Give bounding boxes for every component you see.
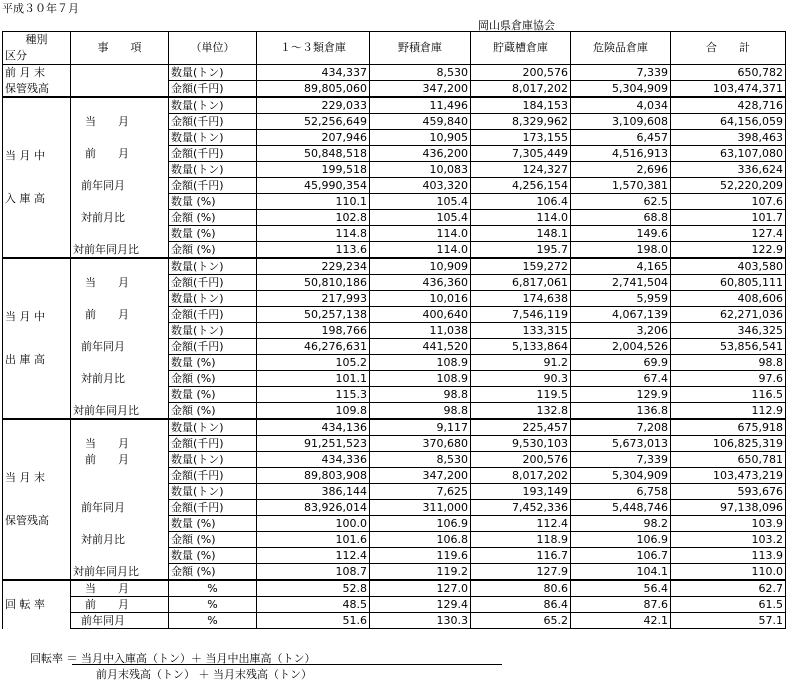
row-label-prev-month: 前 月	[71, 452, 169, 468]
row-label-this-month: 当 月	[71, 580, 169, 597]
cell: 97,138,096	[671, 500, 786, 516]
cell: 347,200	[370, 81, 471, 98]
cell: 62,271,036	[671, 307, 786, 323]
out-prev-qty-row	[3, 291, 786, 307]
end-label-1: 当 月 末	[5, 471, 45, 484]
cell: 428,716	[671, 97, 786, 114]
out-pm-qty-row	[3, 355, 786, 371]
unit-label: 金額 (%)	[169, 564, 257, 581]
unit-label: 数量(トン)	[169, 452, 257, 468]
row-label-this-month: 当 月	[71, 114, 169, 130]
cell: 400,640	[370, 307, 471, 323]
cell: 130.3	[370, 613, 471, 629]
cell: 132.8	[471, 403, 571, 420]
in-prev-qty-row	[3, 130, 786, 146]
cell: 3,206	[571, 323, 671, 339]
cell: 2,004,526	[571, 339, 671, 355]
unit-label: %	[169, 580, 257, 597]
out-this-amt-row	[3, 275, 786, 291]
cell: 434,136	[257, 419, 370, 436]
unit-label: 数量 (%)	[169, 516, 257, 532]
cell: 5,959	[571, 291, 671, 307]
unit-label: 数量(トン)	[169, 323, 257, 339]
cell: 434,336	[257, 452, 370, 468]
unit-label: 数量(トン)	[169, 419, 257, 436]
cell: 174,638	[471, 291, 571, 307]
unit-label: 数量 (%)	[169, 548, 257, 564]
cell: 48.5	[257, 597, 370, 613]
cell: 336,624	[671, 162, 786, 178]
cell: 103,474,371	[671, 81, 786, 98]
cell: 50,848,518	[257, 146, 370, 162]
cell: 109.8	[257, 403, 370, 420]
unit-label: 金額(千円)	[169, 339, 257, 355]
cell: 46,276,631	[257, 339, 370, 355]
cell: 7,208	[571, 419, 671, 436]
cell: 8,017,202	[471, 81, 571, 98]
cell: 10,905	[370, 130, 471, 146]
row-label-prev-month: 前 月	[71, 146, 169, 162]
cell: 184,153	[471, 97, 571, 114]
cell: 8,530	[370, 65, 471, 81]
cell: 63,107,080	[671, 146, 786, 162]
cell: 198,766	[257, 323, 370, 339]
cell: 6,817,061	[471, 275, 571, 291]
header-row-top	[3, 32, 786, 49]
turnover-section-label	[3, 580, 71, 629]
cell: 311,000	[370, 500, 471, 516]
unit-label: 数量 (%)	[169, 387, 257, 403]
cell: 86.4	[471, 597, 571, 613]
end-pm-amt-row	[3, 532, 786, 548]
cell: 101.1	[257, 371, 370, 387]
unit-label: 金額 (%)	[169, 532, 257, 548]
kind-header: 種別	[3, 32, 71, 49]
row-label-prev-month: 前 月	[71, 597, 169, 613]
cell: 114.0	[370, 242, 471, 259]
cell: 136.8	[571, 403, 671, 420]
cell: 98.8	[370, 403, 471, 420]
cell: 459,840	[370, 114, 471, 130]
division-header: 区分	[3, 48, 71, 65]
unit-label: 金額 (%)	[169, 403, 257, 420]
cell: 6,457	[571, 130, 671, 146]
cell: 4,516,913	[571, 146, 671, 162]
row-label-vs-prev-month: 対前月比	[71, 210, 169, 226]
unit-label: 金額(千円)	[169, 146, 257, 162]
cell: 112.4	[471, 516, 571, 532]
cell: 650,782	[671, 65, 786, 81]
cell: 1,570,381	[571, 178, 671, 194]
cell: 116.5	[671, 387, 786, 403]
cell: 80.6	[471, 580, 571, 597]
cell: 91.2	[471, 355, 571, 371]
cell: 441,520	[370, 339, 471, 355]
unit-label: 金額(千円)	[169, 307, 257, 323]
cell: 650,781	[671, 452, 786, 468]
cell: 114.8	[257, 226, 370, 242]
col-header-total: 合 計	[671, 32, 786, 65]
cell: 119.2	[370, 564, 471, 581]
cell: 51.6	[257, 613, 370, 629]
cell: 10,083	[370, 162, 471, 178]
cell: 386,144	[257, 484, 370, 500]
cell: 98.8	[370, 387, 471, 403]
out-mid-label: 当 月 中	[5, 310, 45, 323]
cell: 370,680	[370, 436, 471, 452]
in-this-qty-row	[3, 97, 786, 114]
cell: 133,315	[471, 323, 571, 339]
cell: 57.1	[671, 613, 786, 629]
row-label-vs-prev-year: 対前年同月比	[71, 564, 169, 581]
cell: 225,457	[471, 419, 571, 436]
cell: 200,576	[471, 452, 571, 468]
cell: 106.8	[370, 532, 471, 548]
cell: 148.1	[471, 226, 571, 242]
end-prev-qty-row	[3, 452, 786, 468]
cell: 105.2	[257, 355, 370, 371]
in-prev-amt-row	[3, 146, 786, 162]
cell: 113.9	[671, 548, 786, 564]
cell: 116.7	[471, 548, 571, 564]
cell: 108.9	[370, 355, 471, 371]
out-year-qty-row	[3, 323, 786, 339]
turnover-prev-row	[3, 597, 786, 613]
unit-label: 数量(トン)	[169, 97, 257, 114]
cell: 90.3	[471, 371, 571, 387]
warehouse-statistics-table	[2, 31, 786, 629]
unit-label: 金額 (%)	[169, 242, 257, 259]
cell: 42.1	[571, 613, 671, 629]
in-section-label	[3, 97, 71, 258]
cell: 173,155	[471, 130, 571, 146]
row-label-prev-year: 前年同月	[71, 339, 169, 355]
in-year-amt-row	[3, 178, 786, 194]
row-label-prev-year: 前年同月	[71, 500, 169, 516]
item-header: 事 項	[71, 32, 169, 65]
prev-end-label: 前 月 末	[3, 65, 71, 81]
in-py-amt-row	[3, 242, 786, 259]
cell: 104.1	[571, 564, 671, 581]
cell: 4,256,154	[471, 178, 571, 194]
unit-label: 数量(トン)	[169, 291, 257, 307]
cell: 5,133,864	[471, 339, 571, 355]
cell: 89,805,060	[257, 81, 370, 98]
cell: 52,220,209	[671, 178, 786, 194]
col-header-class123: １～３類倉庫	[257, 32, 370, 65]
cell: 3,109,608	[571, 114, 671, 130]
cell: 2,741,504	[571, 275, 671, 291]
cell: 52.8	[257, 580, 370, 597]
row-label-prev-year: 前年同月	[71, 613, 169, 629]
cell: 129.4	[370, 597, 471, 613]
cell: 62.7	[671, 580, 786, 597]
cell: 119.5	[471, 387, 571, 403]
unit-label: 金額(千円)	[169, 178, 257, 194]
turnover-year-row	[3, 613, 786, 629]
out-py-amt-row	[3, 403, 786, 420]
cell: 108.7	[257, 564, 370, 581]
cell: 108.9	[370, 371, 471, 387]
row-label-vs-prev-year: 対前年同月比	[71, 242, 169, 259]
cell: 106.7	[571, 548, 671, 564]
unit-label: 金額(千円)	[169, 275, 257, 291]
unit-label: 数量(トン)	[169, 258, 257, 275]
cell: 106.9	[571, 532, 671, 548]
cell: 52,256,649	[257, 114, 370, 130]
out-pm-amt-row	[3, 371, 786, 387]
cell: 105.4	[370, 194, 471, 210]
cell: 159,272	[471, 258, 571, 275]
cell: 127.4	[671, 226, 786, 242]
end-label-2: 保管残高	[5, 514, 49, 527]
cell: 7,452,336	[471, 500, 571, 516]
cell: 199,518	[257, 162, 370, 178]
cell: 193,149	[471, 484, 571, 500]
cell: 124,327	[471, 162, 571, 178]
cell: 6,758	[571, 484, 671, 500]
unit-label: 金額(千円)	[169, 468, 257, 484]
unit-label: %	[169, 597, 257, 613]
cell: 434,337	[257, 65, 370, 81]
cell: 198.0	[571, 242, 671, 259]
unit-label: 数量(トン)	[169, 484, 257, 500]
formula-denominator: 前月末残高（トン） ＋ 当月末残高（トン）	[96, 668, 312, 681]
cell: 107.6	[671, 194, 786, 210]
cell: 122.9	[671, 242, 786, 259]
cell: 10,909	[370, 258, 471, 275]
cell: 346,325	[671, 323, 786, 339]
prev-end-qty-row	[3, 65, 786, 81]
unit-label: 金額 (%)	[169, 210, 257, 226]
cell: 8,329,962	[471, 114, 571, 130]
cell: 65.2	[471, 613, 571, 629]
cell: 114.0	[471, 210, 571, 226]
cell: 127.9	[471, 564, 571, 581]
cell: 112.4	[257, 548, 370, 564]
cell: 56.4	[571, 580, 671, 597]
prev-end-label-2: 保管残高	[3, 81, 71, 98]
cell: 217,993	[257, 291, 370, 307]
in-mid-label: 当 月 中	[5, 149, 45, 162]
row-label-prev-month: 前 月	[71, 307, 169, 323]
unit-label: 数量(トン)	[169, 162, 257, 178]
cell: 45,990,354	[257, 178, 370, 194]
cell: 8,017,202	[471, 468, 571, 484]
prev-end-amt-row	[3, 81, 786, 98]
cell: 69.9	[571, 355, 671, 371]
in-year-qty-row	[3, 162, 786, 178]
cell: 11,038	[370, 323, 471, 339]
cell: 110.1	[257, 194, 370, 210]
cell: 103.9	[671, 516, 786, 532]
cell: 91,251,523	[257, 436, 370, 452]
cell: 68.8	[571, 210, 671, 226]
end-this-qty-row	[3, 419, 786, 436]
cell: 118.9	[471, 532, 571, 548]
cell: 61.5	[671, 597, 786, 613]
cell: 50,810,186	[257, 275, 370, 291]
col-header-hazard: 危険品倉庫	[571, 32, 671, 65]
unit-label: 数量 (%)	[169, 194, 257, 210]
unit-label: 金額 (%)	[169, 371, 257, 387]
cell: 9,117	[370, 419, 471, 436]
row-label-this-month: 当 月	[71, 436, 169, 452]
cell: 67.4	[571, 371, 671, 387]
cell: 129.9	[571, 387, 671, 403]
cell: 7,339	[571, 452, 671, 468]
unit-label: 数量 (%)	[169, 355, 257, 371]
col-header-tank: 貯蔵槽倉庫	[471, 32, 571, 65]
cell: 89,803,908	[257, 468, 370, 484]
cell: 7,339	[571, 65, 671, 81]
unit-label: 数量(トン)	[169, 65, 257, 81]
cell: 149.6	[571, 226, 671, 242]
end-pm-qty-row	[3, 516, 786, 532]
cell: 200,576	[471, 65, 571, 81]
cell: 7,625	[370, 484, 471, 500]
in-stock-label: 入 庫 高	[5, 192, 45, 205]
cell: 207,946	[257, 130, 370, 146]
cell: 9,530,103	[471, 436, 571, 452]
cell: 87.6	[571, 597, 671, 613]
row-label-vs-prev-year: 対前年同月比	[71, 403, 169, 420]
cell: 127.0	[370, 580, 471, 597]
out-year-amt-row	[3, 339, 786, 355]
cell: 83,926,014	[257, 500, 370, 516]
cell: 106,825,319	[671, 436, 786, 452]
cell: 675,918	[671, 419, 786, 436]
cell: 103.2	[671, 532, 786, 548]
cell: 105.4	[370, 210, 471, 226]
cell: 347,200	[370, 468, 471, 484]
unit-header: （単位）	[169, 32, 257, 65]
cell: 110.0	[671, 564, 786, 581]
row-label-prev-year: 前年同月	[71, 178, 169, 194]
cell: 4,034	[571, 97, 671, 114]
cell: 436,200	[370, 146, 471, 162]
cell: 8,530	[370, 452, 471, 468]
cell: 112.9	[671, 403, 786, 420]
organization-name: 岡山県倉庫協会	[478, 19, 555, 32]
in-py-qty-row	[3, 226, 786, 242]
unit-label: 数量 (%)	[169, 226, 257, 242]
unit-label: 数量(トン)	[169, 130, 257, 146]
cell: 593,676	[671, 484, 786, 500]
report-title: 平成３０年７月	[2, 2, 79, 15]
cell: 7,546,119	[471, 307, 571, 323]
row-label-vs-prev-month: 対前月比	[71, 371, 169, 387]
cell: 100.0	[257, 516, 370, 532]
unit-label: %	[169, 613, 257, 629]
cell: 5,448,746	[571, 500, 671, 516]
cell: 101.7	[671, 210, 786, 226]
in-pm-qty-row	[3, 194, 786, 210]
cell: 115.3	[257, 387, 370, 403]
end-py-qty-row	[3, 548, 786, 564]
unit-label: 金額(千円)	[169, 114, 257, 130]
cell: 102.8	[257, 210, 370, 226]
turnover-label: 回 転 率	[5, 598, 45, 611]
cell: 436,360	[370, 275, 471, 291]
cell: 64,156,059	[671, 114, 786, 130]
cell: 53,856,541	[671, 339, 786, 355]
in-this-amt-row	[3, 114, 786, 130]
end-year-amt-row	[3, 500, 786, 516]
in-pm-amt-row	[3, 210, 786, 226]
cell: 7,305,449	[471, 146, 571, 162]
end-py-amt-row	[3, 564, 786, 581]
row-label-vs-prev-month: 対前月比	[71, 532, 169, 548]
formula-divider	[72, 664, 502, 665]
cell: 403,580	[671, 258, 786, 275]
unit-label: 金額(千円)	[169, 500, 257, 516]
cell: 229,234	[257, 258, 370, 275]
end-this-amt-row	[3, 436, 786, 452]
out-py-qty-row	[3, 387, 786, 403]
out-section-label	[3, 258, 71, 419]
cell: 11,496	[370, 97, 471, 114]
turnover-this-row	[3, 580, 786, 597]
cell: 106.4	[471, 194, 571, 210]
cell: 5,673,013	[571, 436, 671, 452]
end-section-label	[3, 419, 71, 580]
cell: 4,165	[571, 258, 671, 275]
cell: 5,304,909	[571, 468, 671, 484]
cell: 2,696	[571, 162, 671, 178]
cell: 97.6	[671, 371, 786, 387]
cell: 195.7	[471, 242, 571, 259]
cell: 398,463	[671, 130, 786, 146]
cell: 408,606	[671, 291, 786, 307]
cell: 50,257,138	[257, 307, 370, 323]
cell: 62.5	[571, 194, 671, 210]
cell: 5,304,909	[571, 81, 671, 98]
cell: 114.0	[370, 226, 471, 242]
cell: 106.9	[370, 516, 471, 532]
row-label-this-month: 当 月	[71, 275, 169, 291]
unit-label: 金額(千円)	[169, 81, 257, 98]
end-prev-amt-row	[3, 468, 786, 484]
cell: 103,473,219	[671, 468, 786, 484]
cell: 113.6	[257, 242, 370, 259]
cell: 4,067,139	[571, 307, 671, 323]
cell: 60,805,111	[671, 275, 786, 291]
cell: 229,033	[257, 97, 370, 114]
out-prev-amt-row	[3, 307, 786, 323]
out-this-qty-row	[3, 258, 786, 275]
cell: 119.6	[370, 548, 471, 564]
end-year-qty-row	[3, 484, 786, 500]
out-stock-label: 出 庫 高	[5, 353, 45, 366]
cell: 10,016	[370, 291, 471, 307]
cell: 403,320	[370, 178, 471, 194]
cell: 98.8	[671, 355, 786, 371]
col-header-open: 野積倉庫	[370, 32, 471, 65]
cell: 98.2	[571, 516, 671, 532]
cell: 101.6	[257, 532, 370, 548]
unit-label: 金額(千円)	[169, 436, 257, 452]
formula-numerator: 回転率 ＝ 当月中入庫高（トン）＋ 当月中出庫高（トン）	[30, 652, 316, 665]
